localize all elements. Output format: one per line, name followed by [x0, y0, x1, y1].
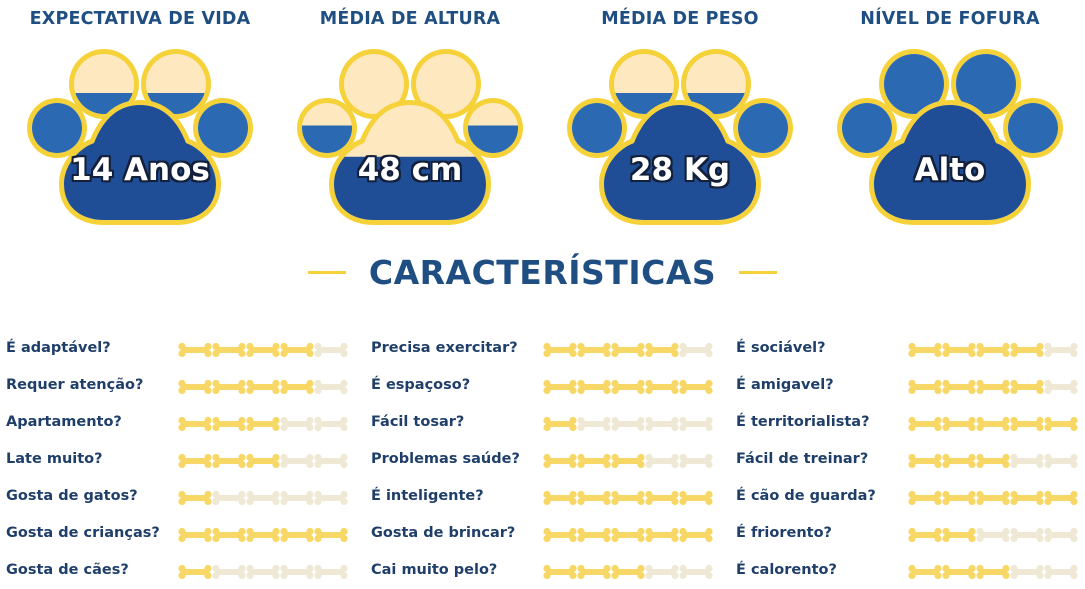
bone-empty-icon — [1044, 343, 1077, 357]
trait-row — [6, 367, 356, 404]
trait-row — [736, 552, 1085, 589]
bone-filled-icon — [1010, 380, 1043, 394]
trait-row — [371, 367, 721, 404]
bone-filled-icon — [611, 343, 644, 357]
bone-filled-icon — [280, 528, 313, 542]
bone-filled-icon — [212, 380, 245, 394]
bone-filled-icon — [543, 454, 576, 468]
traits-column-2 — [371, 330, 721, 589]
bone-empty-icon — [577, 417, 610, 431]
trait-label: Cai muito pelo? — [371, 562, 498, 578]
trait-row — [371, 404, 721, 441]
bone-rating — [908, 564, 1078, 580]
bone-empty-icon — [645, 454, 678, 468]
bone-filled-icon — [212, 528, 245, 542]
bone-filled-icon — [212, 454, 245, 468]
bone-empty-icon — [246, 491, 279, 505]
bone-filled-icon — [1010, 491, 1043, 505]
section-title: CARACTERÍSTICAS — [368, 253, 717, 292]
bone-rating — [178, 416, 348, 432]
bone-filled-icon — [1044, 417, 1077, 431]
section-heading — [0, 253, 1085, 292]
bone-filled-icon — [645, 380, 678, 394]
bone-rating — [908, 453, 1078, 469]
bone-filled-icon — [543, 343, 576, 357]
bone-rating — [543, 453, 713, 469]
bone-empty-icon — [280, 417, 313, 431]
bone-filled-icon — [908, 454, 941, 468]
trait-label: Gosta de crianças? — [6, 525, 160, 541]
bone-rating — [908, 416, 1078, 432]
bone-empty-icon — [679, 343, 712, 357]
bone-filled-icon — [577, 528, 610, 542]
paw-gauge — [830, 48, 1070, 226]
bone-filled-icon — [543, 528, 576, 542]
bone-filled-icon — [645, 491, 678, 505]
trait-row — [6, 330, 356, 367]
bone-filled-icon — [246, 343, 279, 357]
stat-value: Alto — [914, 152, 986, 188]
bone-filled-icon — [908, 528, 941, 542]
bone-filled-icon — [942, 454, 975, 468]
bone-filled-icon — [178, 343, 211, 357]
bone-filled-icon — [280, 343, 313, 357]
bone-filled-icon — [212, 417, 245, 431]
bone-empty-icon — [314, 565, 347, 579]
bone-rating — [908, 527, 1078, 543]
trait-row — [736, 367, 1085, 404]
trait-label: Apartamento? — [6, 414, 122, 430]
paw-gauge — [20, 48, 260, 226]
bone-filled-icon — [611, 454, 644, 468]
bone-filled-icon — [246, 380, 279, 394]
bone-empty-icon — [611, 417, 644, 431]
bone-rating — [178, 490, 348, 506]
paw-gauge — [560, 48, 800, 226]
bone-filled-icon — [577, 343, 610, 357]
bone-empty-icon — [280, 565, 313, 579]
bone-filled-icon — [543, 417, 576, 431]
trait-row — [371, 441, 721, 478]
bone-filled-icon — [976, 565, 1009, 579]
trait-row — [736, 330, 1085, 367]
stat-value: 14 Anos — [70, 152, 210, 188]
bone-empty-icon — [645, 565, 678, 579]
trait-row — [6, 515, 356, 552]
bone-filled-icon — [314, 528, 347, 542]
bone-empty-icon — [645, 417, 678, 431]
bone-rating — [543, 379, 713, 395]
trait-label: Requer atenção? — [6, 377, 144, 393]
bone-empty-icon — [1010, 454, 1043, 468]
stat-average-weight — [560, 0, 800, 226]
bone-empty-icon — [314, 343, 347, 357]
bone-empty-icon — [212, 565, 245, 579]
stat-title: NÍVEL DE FOFURA — [860, 9, 1040, 29]
bone-filled-icon — [908, 343, 941, 357]
trait-row — [371, 515, 721, 552]
bone-filled-icon — [543, 565, 576, 579]
bone-filled-icon — [577, 491, 610, 505]
bone-empty-icon — [314, 454, 347, 468]
bone-filled-icon — [908, 565, 941, 579]
trait-label: Gosta de cães? — [6, 562, 129, 578]
bone-filled-icon — [1044, 491, 1077, 505]
bone-filled-icon — [976, 343, 1009, 357]
bone-filled-icon — [611, 565, 644, 579]
bone-empty-icon — [246, 565, 279, 579]
trait-row — [6, 552, 356, 589]
bone-filled-icon — [543, 491, 576, 505]
bone-rating — [908, 379, 1078, 395]
bone-filled-icon — [280, 380, 313, 394]
bone-empty-icon — [280, 491, 313, 505]
stat-life-expectancy — [20, 0, 260, 226]
bone-filled-icon — [611, 491, 644, 505]
bone-filled-icon — [543, 380, 576, 394]
bone-filled-icon — [976, 380, 1009, 394]
bone-filled-icon — [976, 491, 1009, 505]
bone-filled-icon — [976, 454, 1009, 468]
bone-filled-icon — [212, 343, 245, 357]
bone-filled-icon — [942, 417, 975, 431]
bone-rating — [178, 342, 348, 358]
trait-row — [371, 330, 721, 367]
bone-filled-icon — [611, 528, 644, 542]
trait-row — [371, 478, 721, 515]
bone-filled-icon — [908, 491, 941, 505]
trait-label: Late muito? — [6, 451, 103, 467]
trait-row — [6, 404, 356, 441]
bone-filled-icon — [679, 528, 712, 542]
bone-rating — [178, 453, 348, 469]
trait-label: É amigavel? — [736, 377, 834, 393]
bone-filled-icon — [679, 491, 712, 505]
bone-filled-icon — [178, 454, 211, 468]
trait-label: É cão de guarda? — [736, 488, 876, 504]
bone-empty-icon — [679, 454, 712, 468]
bone-filled-icon — [645, 343, 678, 357]
bone-empty-icon — [1010, 565, 1043, 579]
bone-filled-icon — [246, 417, 279, 431]
trait-row — [736, 404, 1085, 441]
bone-filled-icon — [246, 528, 279, 542]
traits-column-3 — [736, 330, 1085, 589]
bone-filled-icon — [178, 491, 211, 505]
bone-empty-icon — [1044, 454, 1077, 468]
trait-label: Fácil de treinar? — [736, 451, 869, 467]
bone-empty-icon — [314, 417, 347, 431]
bone-rating — [178, 564, 348, 580]
bone-filled-icon — [246, 454, 279, 468]
bone-rating — [178, 527, 348, 543]
bone-empty-icon — [679, 417, 712, 431]
trait-row — [6, 441, 356, 478]
bone-rating — [543, 342, 713, 358]
stat-title: MÉDIA DE ALTURA — [319, 9, 501, 29]
heading-divider-right — [739, 271, 777, 274]
bone-filled-icon — [942, 565, 975, 579]
bone-filled-icon — [942, 491, 975, 505]
bone-filled-icon — [645, 528, 678, 542]
heading-divider-left — [308, 271, 346, 274]
trait-row — [736, 478, 1085, 515]
bone-filled-icon — [908, 380, 941, 394]
trait-row — [6, 478, 356, 515]
bone-filled-icon — [577, 380, 610, 394]
bone-rating — [543, 527, 713, 543]
bone-filled-icon — [178, 565, 211, 579]
trait-label: Fácil tosar? — [371, 414, 465, 430]
trait-label: Problemas saúde? — [371, 451, 520, 467]
trait-row — [736, 515, 1085, 552]
trait-label: É calorento? — [736, 562, 837, 578]
trait-label: É territorialista? — [736, 414, 870, 430]
bone-filled-icon — [908, 417, 941, 431]
bone-filled-icon — [942, 528, 975, 542]
bone-rating — [908, 342, 1078, 358]
trait-label: É friorento? — [736, 525, 832, 541]
trait-label: É espaçoso? — [371, 377, 471, 393]
bone-rating — [543, 564, 713, 580]
trait-label: Gosta de gatos? — [6, 488, 138, 504]
trait-row — [736, 441, 1085, 478]
bone-filled-icon — [178, 380, 211, 394]
trait-label: É sociável? — [736, 340, 826, 356]
bone-empty-icon — [314, 380, 347, 394]
trait-label: É adaptável? — [6, 340, 111, 356]
bone-filled-icon — [178, 528, 211, 542]
stat-title: EXPECTATIVA DE VIDA — [29, 9, 251, 29]
trait-row — [371, 552, 721, 589]
trait-label: Gosta de brincar? — [371, 525, 516, 541]
bone-filled-icon — [611, 380, 644, 394]
bone-filled-icon — [1010, 417, 1043, 431]
trait-label: É inteligente? — [371, 488, 484, 504]
bone-filled-icon — [942, 343, 975, 357]
stat-average-height — [290, 0, 530, 226]
stat-title: MÉDIA DE PESO — [601, 9, 759, 29]
bone-rating — [908, 490, 1078, 506]
bone-filled-icon — [679, 380, 712, 394]
traits-column-1 — [6, 330, 356, 589]
stat-value: 28 Kg — [629, 152, 731, 188]
bone-rating — [543, 490, 713, 506]
bone-rating — [543, 416, 713, 432]
bone-empty-icon — [976, 528, 1009, 542]
bone-filled-icon — [942, 380, 975, 394]
paw-gauge — [290, 48, 530, 226]
bone-empty-icon — [1010, 528, 1043, 542]
bone-empty-icon — [280, 454, 313, 468]
bone-filled-icon — [178, 417, 211, 431]
bone-empty-icon — [314, 491, 347, 505]
bone-empty-icon — [1044, 528, 1077, 542]
stat-cuteness-level — [830, 0, 1070, 226]
bone-empty-icon — [679, 565, 712, 579]
bone-filled-icon — [1010, 343, 1043, 357]
bone-empty-icon — [1044, 565, 1077, 579]
stat-value: 48 cm — [357, 152, 463, 188]
bone-filled-icon — [577, 454, 610, 468]
bone-rating — [178, 379, 348, 395]
bone-filled-icon — [577, 565, 610, 579]
bone-empty-icon — [212, 491, 245, 505]
bone-filled-icon — [976, 417, 1009, 431]
trait-label: Precisa exercitar? — [371, 340, 518, 356]
bone-empty-icon — [1044, 380, 1077, 394]
